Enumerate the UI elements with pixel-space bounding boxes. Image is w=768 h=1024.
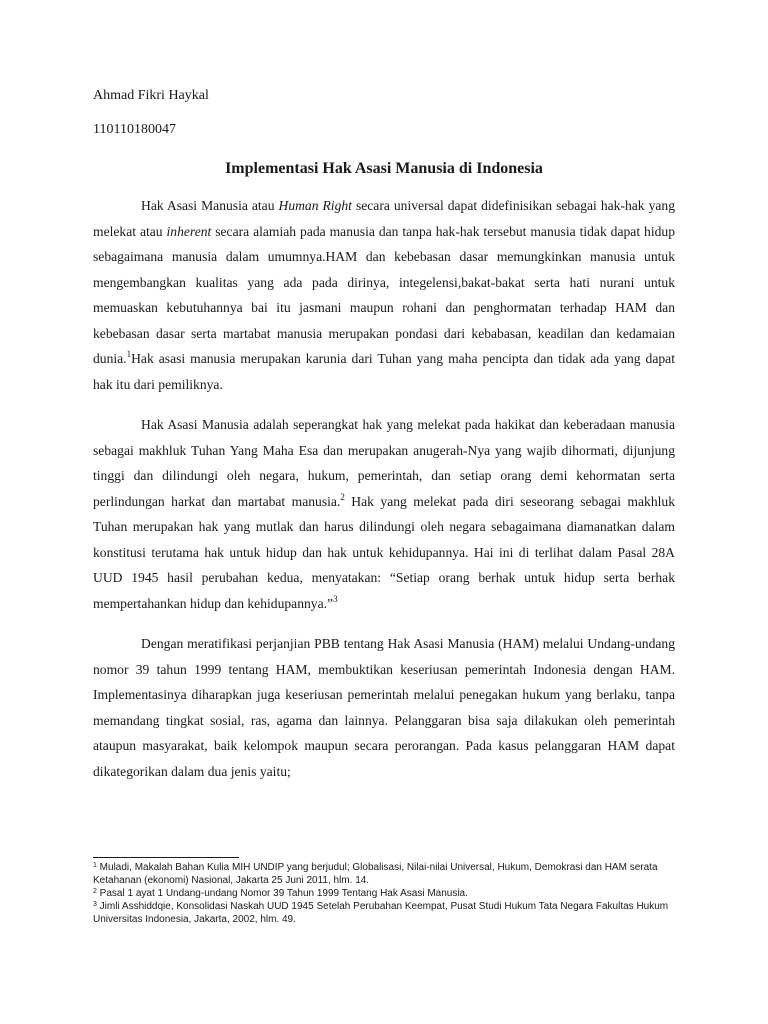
paragraph-3: Dengan meratifikasi perjanjian PBB tentang Hak Asasi Manusia (HAM) melalui Undang-undang nomor 39 tahun 1999 tentang HAM, membuktikan keseriusan pemerintah Indonesia dengan HAM. Implementasinya diharapkan juga keseriusan pemerintah melalui penegakan hukum yang berlaku, tanpa memandang tingkat sosial, ras, agama dan lainnya. Pelanggaran bisa saja dilakukan oleh pemerintah ataupun masyarakat, baik kelompok maupun secara perorangan. Pada kasus pelanggaran HAM dapat dikategorikan dalam dua jenis yaitu; bbox=[93, 636, 675, 779]
paragraph-1-text: Hak Asasi Manusia atau bbox=[141, 198, 279, 213]
footnote-ref-3: 3 bbox=[333, 593, 338, 604]
footnote-text: Jimli Asshiddqie, Konsolidasi Naskah UUD 1945 Setelah Perubahan Keempat, Pusat Studi Hukum Tata Negara Fakultas Hukum Universitas Indonesia, Jakarta, 2002, hlm. 49. bbox=[93, 901, 669, 925]
paragraph-1-text: Hak asasi manusia merupakan karunia dari Tuhan yang maha pencipta dan tidak ada yang dapat hak itu dari pemiliknya. bbox=[93, 351, 675, 392]
paragraph-2 bbox=[93, 412, 675, 616]
body-text bbox=[93, 193, 675, 799]
paragraph-1-text: secara universal dapat didefinisikan sebagai hak-hak yang melekat atau bbox=[93, 198, 676, 239]
document-title: Implementasi Hak Asasi Manusia di Indonesia bbox=[225, 160, 543, 177]
footnote-3 bbox=[93, 900, 675, 926]
paragraph-2-text: Hak yang melekat pada diri seseorang sebagai makhluk Tuhan merupakan hak yang mutlak dan harus dilindungi oleh negara sebagaimana diamanatkan dalam konstitusi terutama hak untuk hidup dan hak untuk kehidupannya. Hai ini di terlihat dalam Pasal 28A UUD 1945 hasil perubahan kedua, menyatakan: “Setiap orang berhak untuk hidup serta berhak mempertahankan hidup dan kehidupannya.” bbox=[93, 493, 675, 611]
footnote-number: 2 bbox=[93, 888, 97, 895]
paragraph-1-text: secara alamiah pada manusia dan tanpa hak-hak tersebut manusia tidak dapat hidup sebagaimana manusia dalam umumnya.HAM dan kebebasan dasar memungkinkan manusia untuk mengembangkan kualitas yang ada pada dirinya, integelensi,bakat-bakat serta hati nurani untuk memuaskan kebutuhannya bai itu jasmani maupun rohani dan penghormatan terhadap HAM dan kebebasan dasar serta martabat manusia merupakan pondasi dari kebabasan, keadilan dan kedamaian dunia. bbox=[93, 223, 675, 366]
footnote-text: Muladi, Makalah Bahan Kulia MIH UNDIP yang berjudul; Globalisasi, Nilai-nilai Universal, Hukum, Demokrasi dan HAM serata Ketahanan (ekonomi) Nasional, Jakarta 25 Juni 2011, hlm. 14. bbox=[93, 862, 658, 886]
paragraph-1-italic-term: Human Right bbox=[278, 198, 352, 213]
student-id: 110110180047 bbox=[93, 122, 176, 137]
footnotes bbox=[93, 861, 675, 926]
footnote-number: 1 bbox=[93, 862, 97, 869]
paragraph-1 bbox=[93, 193, 675, 397]
footnote-text: Pasal 1 ayat 1 Undang-undang Nomor 39 Tahun 1999 Tentang Hak Asasi Manusia. bbox=[96, 888, 468, 899]
footnote-ref-1: 1 bbox=[126, 349, 132, 359]
footnote-number: 3 bbox=[93, 901, 97, 908]
author-name: Ahmad Fikri Haykal bbox=[93, 88, 209, 103]
footnote-ref-2: 2 bbox=[340, 491, 345, 502]
paragraph-2-text: Hak Asasi Manusia adalah seperangkat hak yang melekat pada hakikat dan keberadaan manusia sebagai makhluk Tuhan Yang Maha Esa dan merupakan anugerah-Nya yang wajib dihormati, dijunjung tinggi dan dilindungi oleh negara, hukum, pemerintah, dan setiap orang demi kehormatan serta perlindungan harkat dan martabat manusia. bbox=[93, 417, 675, 509]
footnote-1 bbox=[93, 861, 675, 887]
paragraph-1-italic-term: inherent bbox=[166, 223, 212, 239]
footnote-2 bbox=[93, 887, 675, 900]
footnote-separator bbox=[93, 857, 239, 858]
